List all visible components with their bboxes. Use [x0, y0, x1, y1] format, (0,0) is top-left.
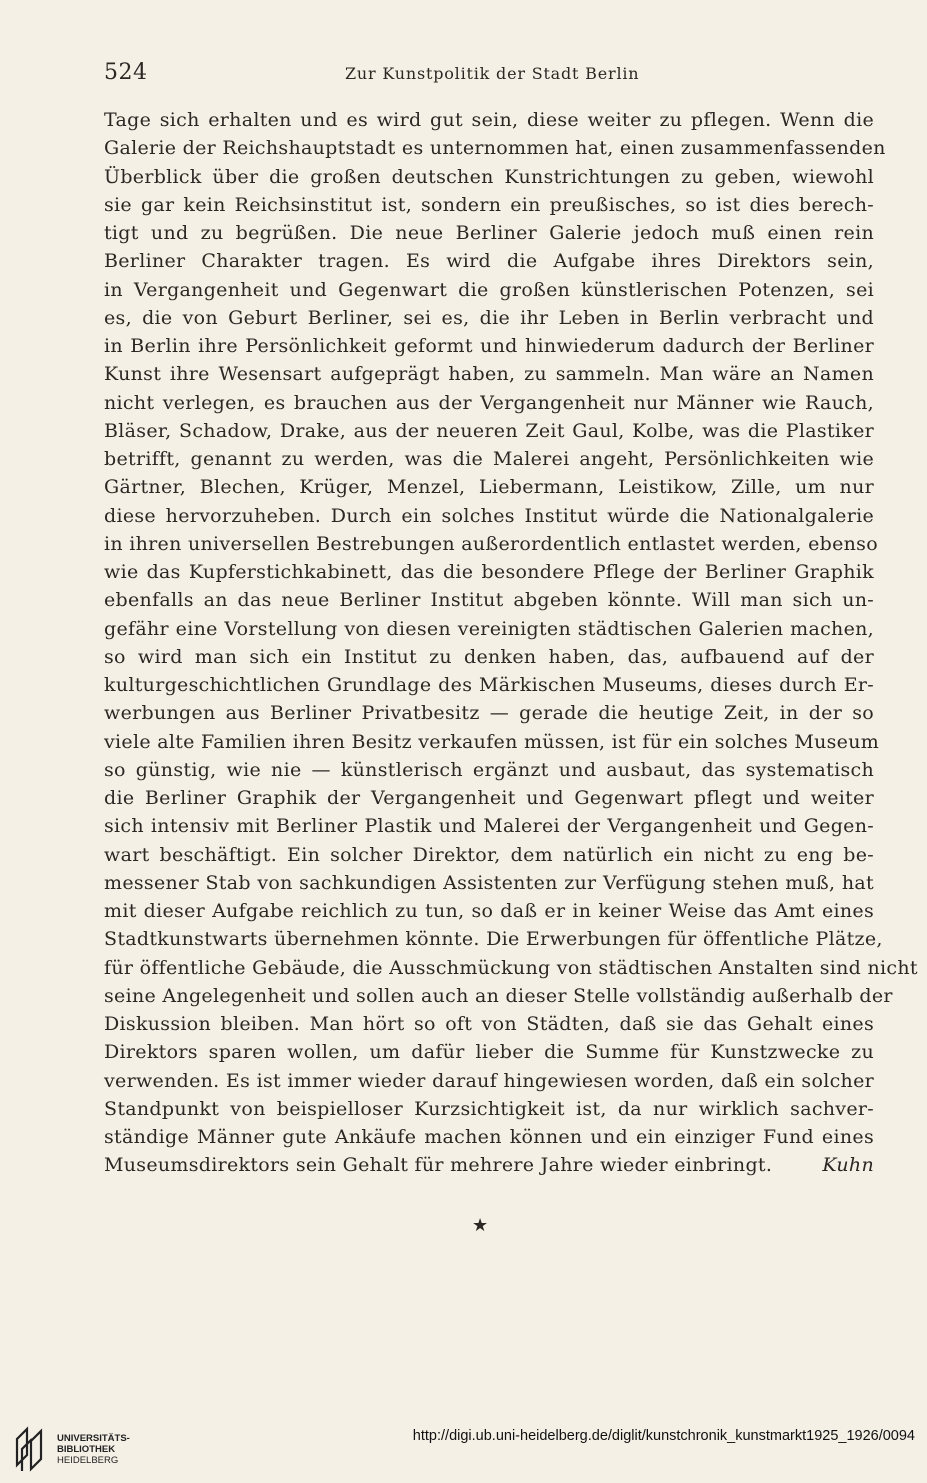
- text-line: Bläser, Schadow, Drake, aus der neueren Zeit Gaul, Kolbe, was die Plastiker: [104, 419, 874, 442]
- text-line: mit dieser Aufgabe reichlich zu tun, so daß er in keiner Weise das Amt eines: [104, 900, 874, 922]
- text-line: Galerie der Reichshauptstadt es unternommen hat, einen zusammenfassenden: [104, 137, 886, 160]
- text-line: Tage sich erhalten und es wird gut sein, diese weiter zu pflegen. Wenn die: [104, 109, 874, 131]
- text-line: ebenfalls an das neue Berliner Institut abgeben könnte. Will man sich un-: [104, 589, 874, 612]
- text-line: Direktors sparen wollen, um dafür lieber die Summe für Kunstzwecke zu: [104, 1041, 874, 1064]
- text-line: tigt und zu begrüßen. Die neue Berliner Galerie jedoch muß einen rein: [104, 222, 874, 244]
- text-line: Stadtkunstwarts übernehmen könnte. Die Erwerbungen für öffentliche Plätze,: [104, 928, 883, 951]
- text-line: Berliner Charakter tragen. Es wird die Aufgabe ihres Direktors sein,: [104, 250, 874, 273]
- library-name-line: UNIVERSITÄTS-: [57, 1433, 130, 1444]
- text-line: diese hervorzuheben. Durch ein solches Institut würde die Nationalgalerie: [104, 504, 874, 527]
- text-line: die Berliner Graphik der Vergangenheit und Gegenwart pflegt und weiter: [104, 787, 874, 809]
- text-line: betrifft, genannt zu werden, was die Malerei angeht, Persönlichkeiten wie: [104, 448, 874, 470]
- text-line: viele alte Familien ihren Besitz verkaufen müssen, ist für ein solches Museum: [104, 730, 880, 753]
- text-line: verwenden. Es ist immer wieder darauf hingewiesen worden, daß ein solcher: [104, 1069, 874, 1092]
- author-signature: Kuhn: [822, 1154, 874, 1177]
- text-line: gefähr eine Vorstellung von diesen vereinigten städtischen Galerien machen,: [104, 617, 874, 640]
- library-name: [57, 1433, 130, 1466]
- heidelberg-library-logo-icon: [13, 1425, 49, 1473]
- text-line: seine Angelegenheit und sollen auch an dieser Stelle vollständig außerhalb der: [104, 984, 893, 1007]
- text-line: Diskussion bleiben. Man hört so oft von Städten, daß sie das Gehalt eines: [104, 1013, 874, 1035]
- text-line: für öffentliche Gebäude, die Ausschmückung von städtischen Anstalten sind nicht: [104, 956, 918, 979]
- text-line: Kunst ihre Wesensart aufgeprägt haben, zu sammeln. Man wäre an Namen: [104, 363, 874, 386]
- digitization-footer: [0, 1420, 927, 1483]
- text-line: so wird man sich ein Institut zu denken haben, das, aufbauend auf der: [104, 645, 874, 668]
- body-text: [104, 106, 918, 1180]
- page-number: 524: [104, 60, 148, 85]
- text-line: in Vergangenheit und Gegenwart die großen künstlerischen Potenzen, sei: [104, 278, 874, 301]
- text-line: in ihren universellen Bestrebungen außerordentlich entlastet werden, ebenso: [104, 532, 878, 555]
- text-line: kulturgeschichtlichen Grundlage des Märkischen Museums, dieses durch Er-: [104, 674, 874, 696]
- running-title: Zur Kunstpolitik der Stadt Berlin: [345, 64, 640, 83]
- text-line: in Berlin ihre Persönlichkeit geformt und hinwiederum dadurch der Berliner: [104, 335, 874, 357]
- text-line: nicht verlegen, es brauchen aus der Vergangenheit nur Männer wie Rauch,: [104, 391, 874, 414]
- text-line: Überblick über die großen deutschen Kunstrichtungen zu geben, wiewohl: [104, 165, 874, 188]
- source-url-link[interactable]: http://digi.ub.uni-heidelberg.de/diglit/kunstchronik_kunstmarkt1925_1926/0094: [412, 1428, 915, 1444]
- text-line: werbungen aus Berliner Privatbesitz — gerade die heutige Zeit, in der so: [104, 702, 874, 725]
- text-line: so günstig, wie nie — künstlerisch ergänzt und ausbaut, das systematisch: [104, 758, 874, 781]
- text-line: wart beschäftigt. Ein solcher Direktor, dem natürlich ein nicht zu eng be-: [104, 843, 874, 866]
- text-line: messener Stab von sachkundigen Assistenten zur Verfügung stehen muß, hat: [104, 871, 874, 894]
- closing-sentence: Museumsdirektors sein Gehalt für mehrere Jahre wieder einbringt.: [104, 1154, 773, 1177]
- library-name-line: BIBLIOTHEK: [57, 1444, 116, 1455]
- text-line: Standpunkt von beispielloser Kurzsichtigkeit ist, da nur wirklich sachver-: [104, 1097, 874, 1120]
- star-ornament-icon: ★: [472, 1215, 489, 1236]
- text-line: wie das Kupferstichkabinett, das die besondere Pflege der Berliner Graphik: [104, 561, 874, 583]
- text-line: Gärtner, Blechen, Krüger, Menzel, Liebermann, Leistikow, Zille, um nur: [104, 476, 874, 499]
- text-line: sich intensiv mit Berliner Plastik und Malerei der Vergangenheit und Gegen-: [104, 815, 874, 838]
- library-name-line: HEIDELBERG: [57, 1455, 119, 1466]
- text-line: es, die von Geburt Berliner, sei es, die ihr Leben in Berlin verbracht und: [104, 306, 874, 329]
- text-line: ständige Männer gute Ankäufe machen können und ein einziger Fund eines: [104, 1126, 874, 1148]
- last-text-line: [104, 1151, 874, 1179]
- text-line: sie gar kein Reichsinstitut ist, sondern ein preußisches, so ist dies berech-: [104, 193, 874, 216]
